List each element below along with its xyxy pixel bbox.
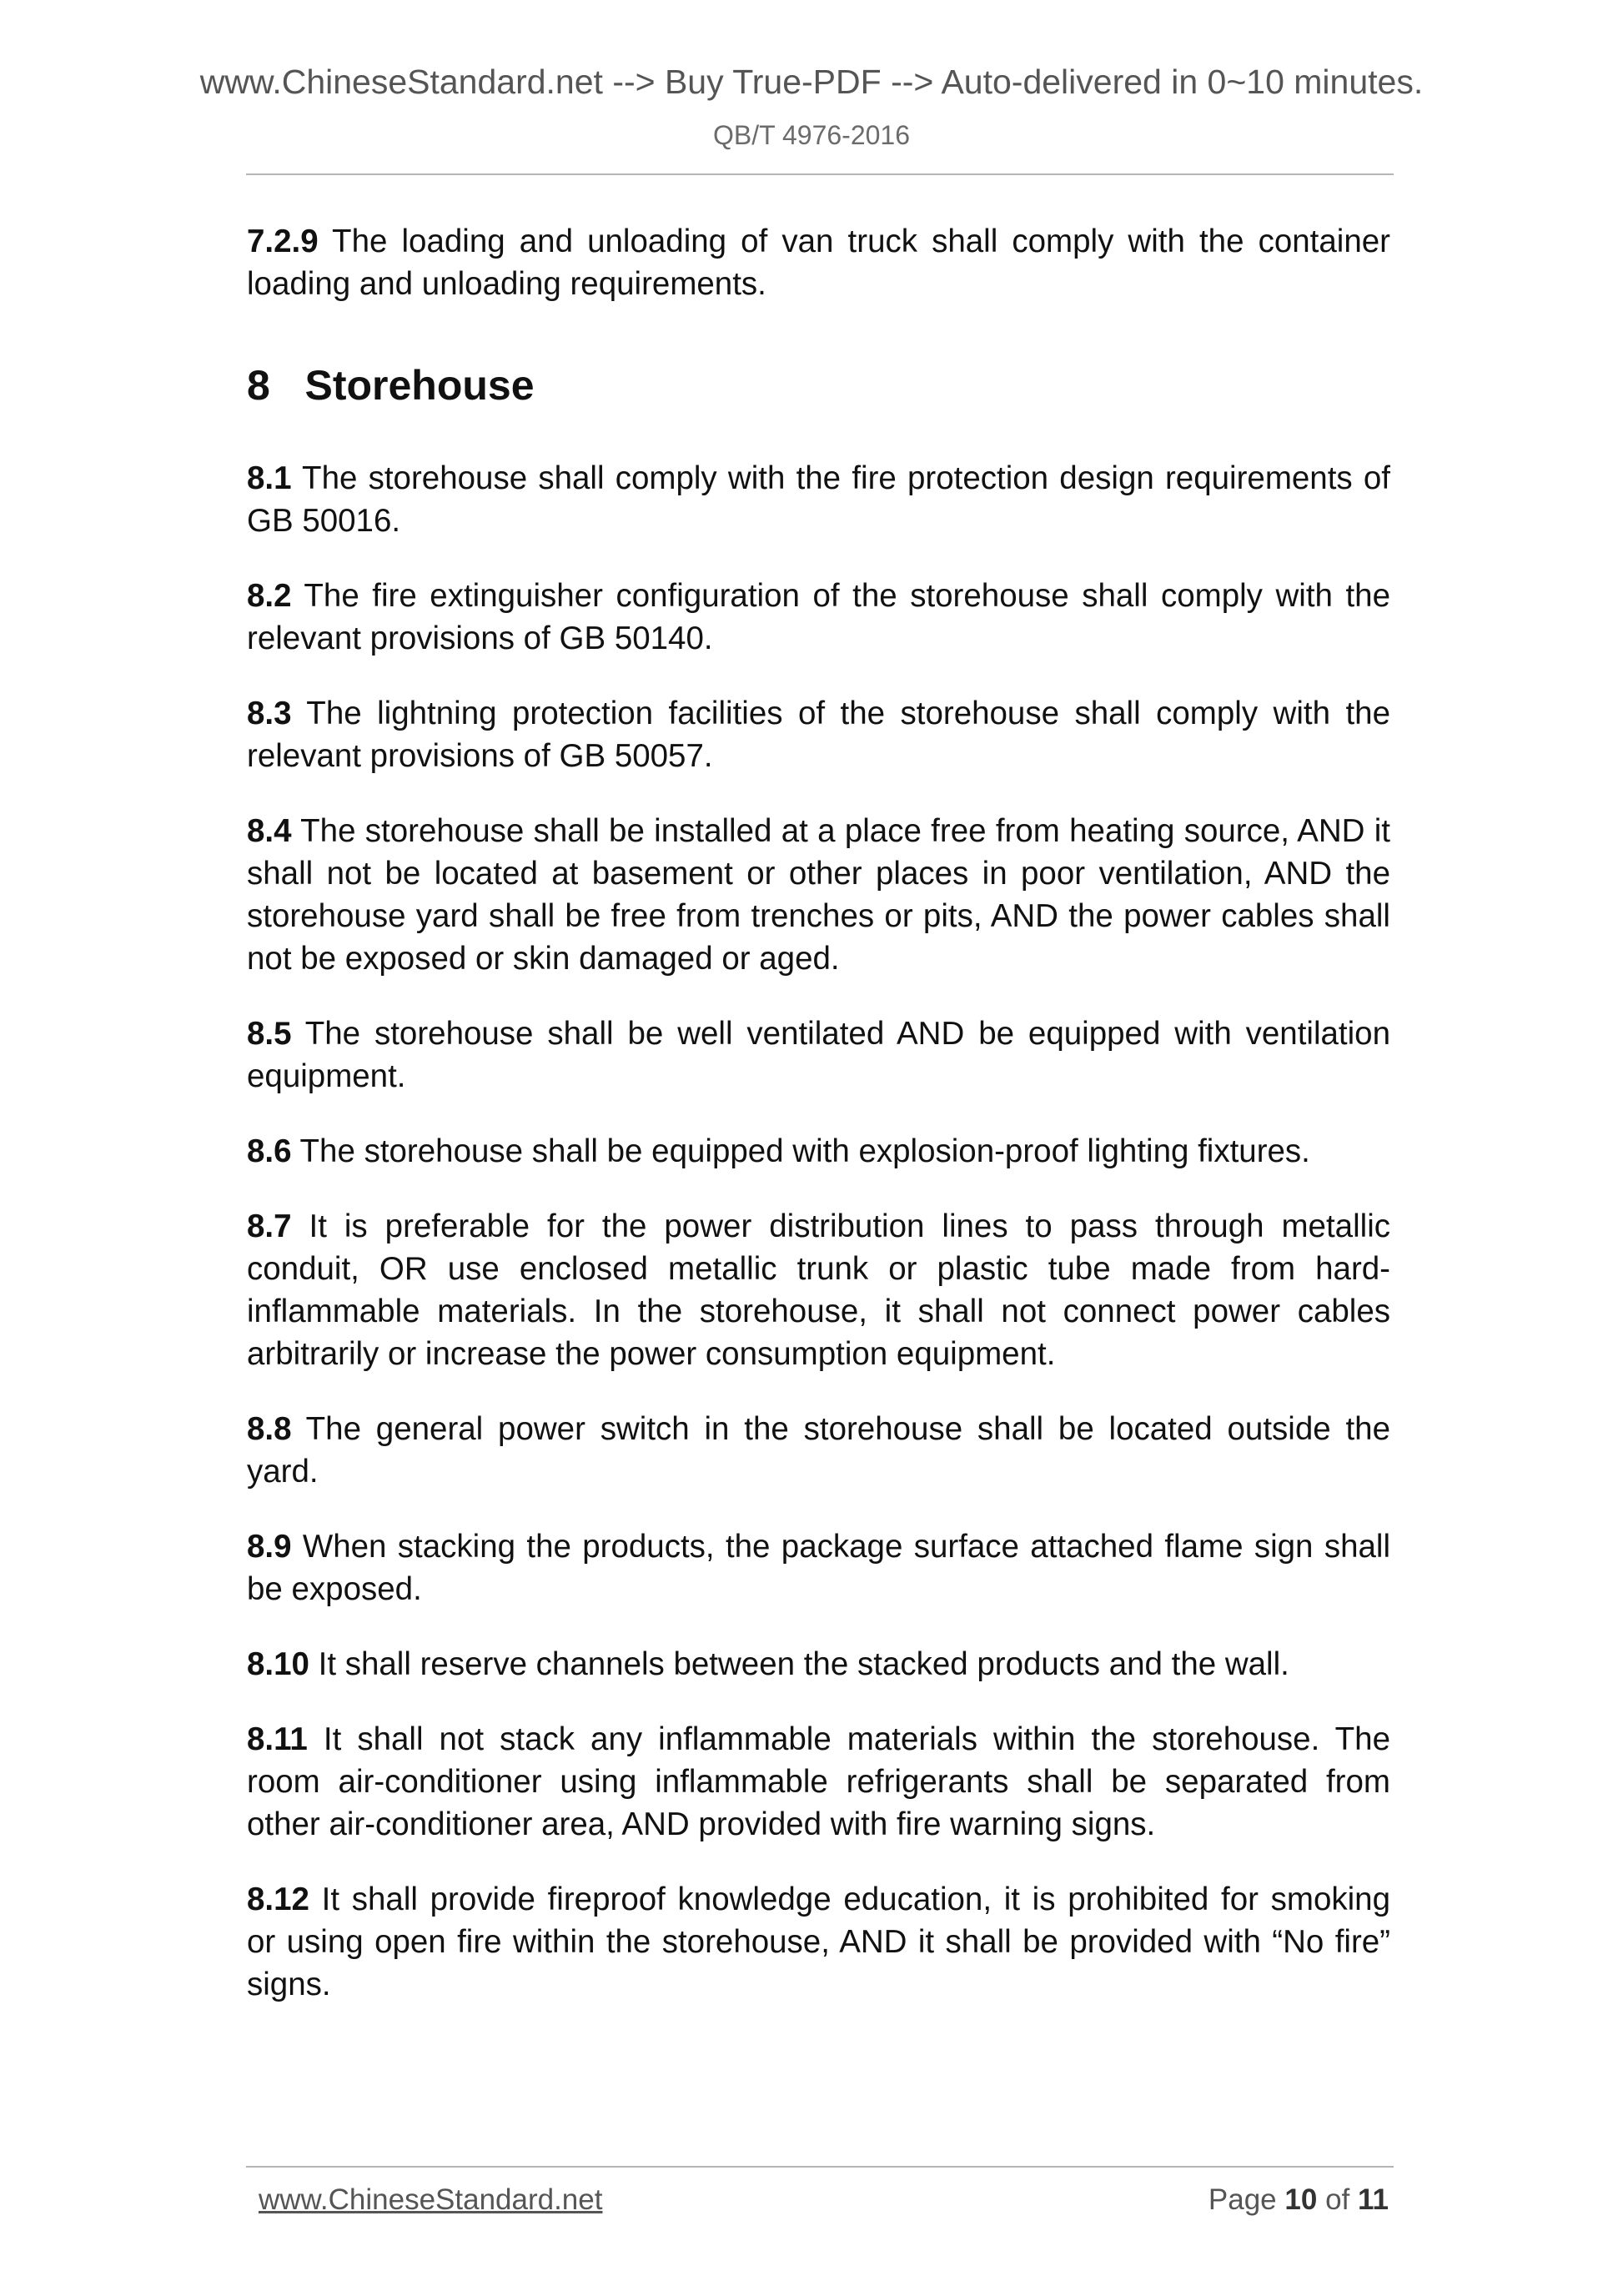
page-total: 11 <box>1358 2183 1389 2216</box>
clause-number: 8.12 <box>247 1882 309 1917</box>
clause-8-11 <box>247 1718 1390 1846</box>
clause-8-2 <box>247 575 1390 660</box>
clause-text: It shall reserve channels between the stacked products and the wall. <box>309 1646 1289 1682</box>
footer-divider <box>246 2166 1394 2168</box>
clause-number: 8.7 <box>247 1208 292 1244</box>
clause-number: 8.4 <box>247 813 292 849</box>
clause-number: 8.10 <box>247 1646 309 1682</box>
clause-8-7 <box>247 1205 1390 1375</box>
footer-website-link[interactable]: www.ChineseStandard.net <box>259 2183 603 2216</box>
page-content <box>247 220 1390 2038</box>
clause-text: It is preferable for the power distribution lines to pass through metallic conduit, OR use enclosed metallic trunk or plastic tube made from hard-inflammable materials. In the storehouse, it shall not connect power cables arbitrarily or increase the power consumption equipment. <box>247 1208 1390 1372</box>
document-code: QB/T 4976-2016 <box>712 120 910 150</box>
clause-text: It shall provide fireproof knowledge education, it is prohibited for smoking or using open fire within the storehouse, AND it shall be provided with “No fire” signs. <box>247 1882 1390 2002</box>
clause-8-4 <box>247 810 1390 980</box>
clause-text: It shall not stack any inflammable materials within the storehouse. The room air-conditioner using inflammable refrigerants shall be separated from other air-conditioner area, AND provided with fire warning signs. <box>247 1721 1390 1842</box>
clause-8-6 <box>247 1130 1390 1173</box>
clause-number: 8.1 <box>247 460 292 496</box>
clause-8-3 <box>247 692 1390 777</box>
section-title: Storehouse <box>304 362 535 409</box>
clause-8-12 <box>247 1878 1390 2006</box>
clause-text: The storehouse shall comply with the fire protection design requirements of GB 50016. <box>247 460 1390 539</box>
clause-number: 8.6 <box>247 1133 292 1169</box>
clause-text: The general power switch in the storehouse shall be located outside the yard. <box>247 1411 1390 1490</box>
clause-8-10 <box>247 1643 1390 1686</box>
clause-8-9 <box>247 1525 1390 1610</box>
clause-text: The loading and unloading of van truck shall comply with the container loading and unloading requirements. <box>247 224 1390 302</box>
clause-number: 8.11 <box>247 1721 308 1757</box>
page-of: of <box>1325 2183 1350 2216</box>
clause-8-5 <box>247 1012 1390 1098</box>
section-number: 8 <box>247 362 270 409</box>
clause-8-1 <box>247 457 1390 542</box>
page-indicator <box>1208 2185 1389 2214</box>
clause-number: 8.5 <box>247 1016 292 1052</box>
clause-number: 8.2 <box>247 578 292 614</box>
clause-text: When stacking the products, the package surface attached flame sign shall be exposed. <box>247 1529 1390 1607</box>
page-current: 10 <box>1284 2183 1318 2216</box>
header-banner: www.ChineseStandard.net --> Buy True-PDF --> Auto-delivered in 0~10 minutes. <box>199 63 1424 101</box>
clause-text: The storehouse shall be well ventilated AND be equipped with ventilation equipment. <box>247 1016 1390 1094</box>
clause-text: The storehouse shall be installed at a place free from heating source, AND it shall not be located at basement or other places in poor ventilation, AND the storehouse yard shall be free from trenches or pits, AND the power cables shall not be exposed or skin damaged or aged. <box>247 813 1390 977</box>
clause-text: The lightning protection facilities of the storehouse shall comply with the relevant provisions of GB 50057. <box>247 696 1390 774</box>
clause-text: The fire extinguisher configuration of the storehouse shall comply with the relevant provisions of GB 50140. <box>247 578 1390 656</box>
header-divider <box>246 173 1394 175</box>
clause-8-8 <box>247 1408 1390 1493</box>
page-label: Page <box>1208 2183 1277 2216</box>
clause-number: 8.3 <box>247 696 292 731</box>
section-heading <box>247 360 1390 410</box>
clause-number: 8.8 <box>247 1411 292 1447</box>
clause-text: The storehouse shall be equipped with explosion-proof lighting fixtures. <box>291 1133 1310 1169</box>
clause-number: 7.2.9 <box>247 224 319 259</box>
clause-number: 8.9 <box>247 1529 292 1565</box>
clause-7-2-9 <box>247 220 1390 305</box>
